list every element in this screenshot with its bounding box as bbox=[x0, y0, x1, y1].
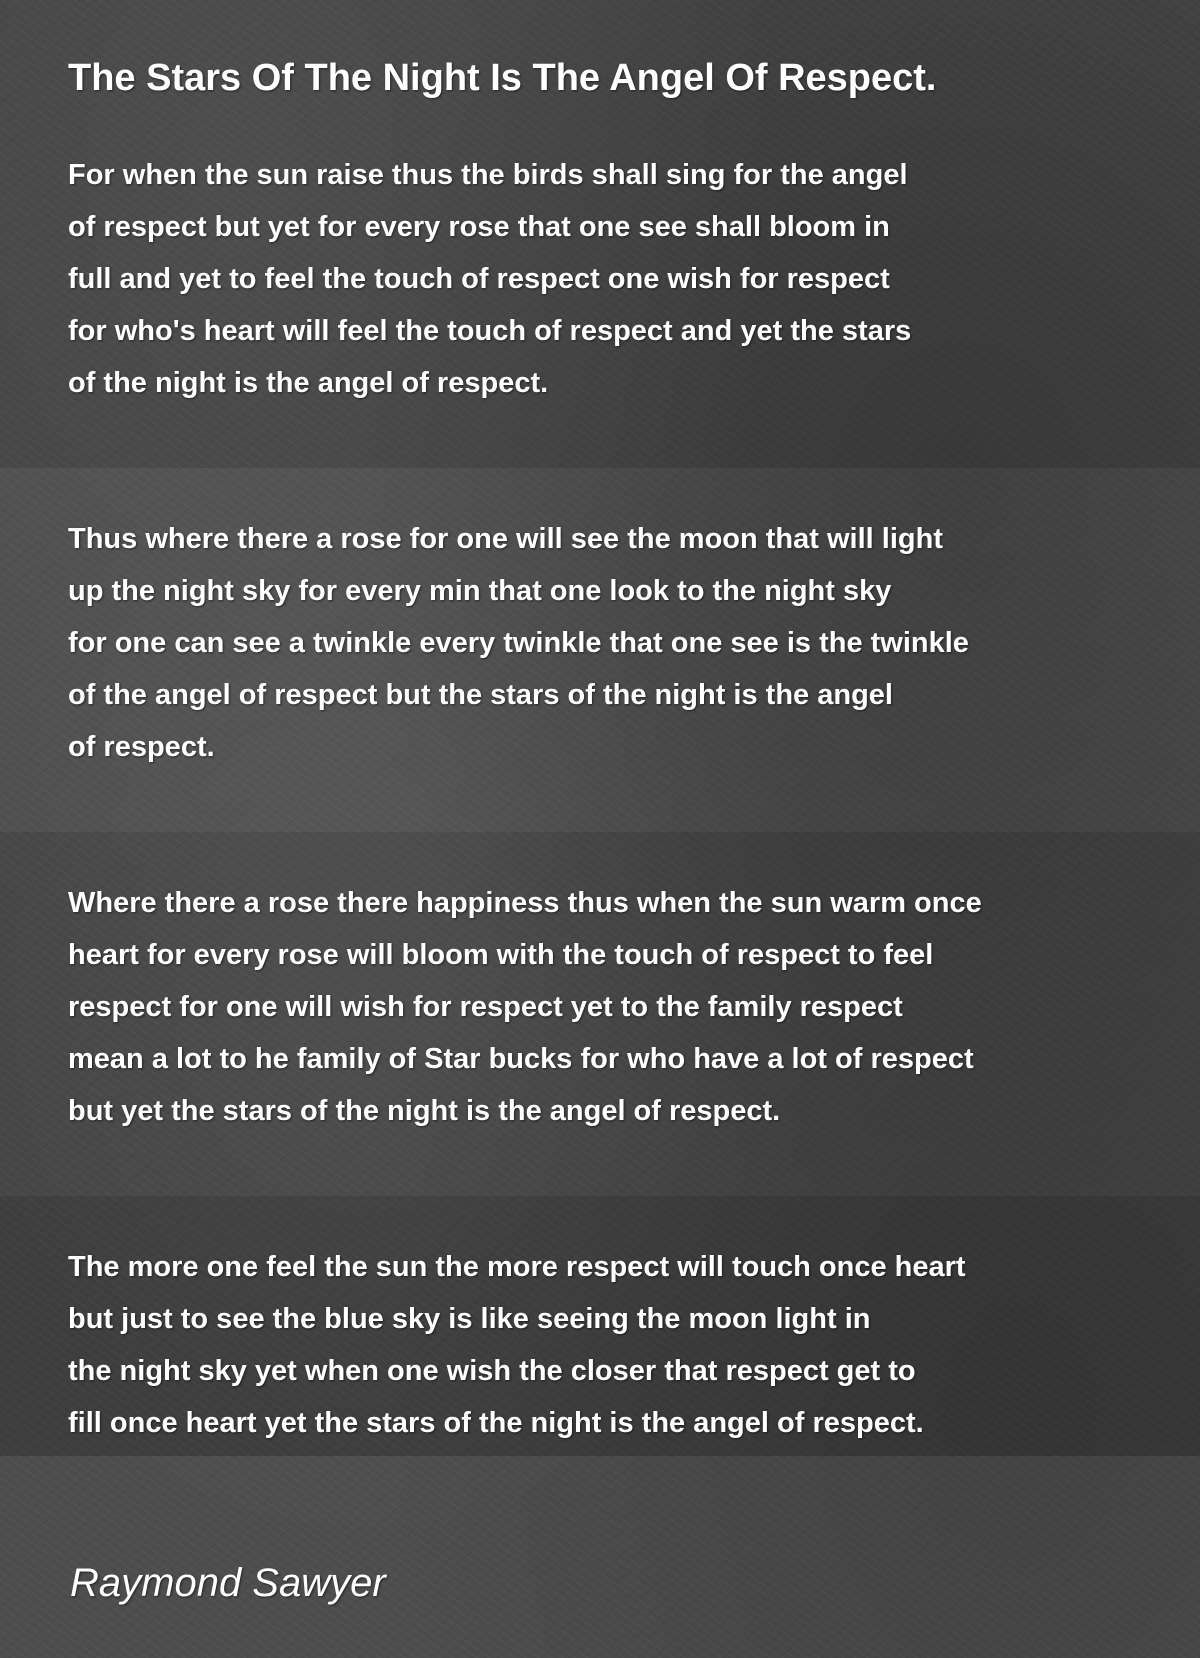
stanza-line: but yet the stars of the night is the angel of respect. bbox=[68, 1095, 781, 1127]
stanza-line: The more one feel the sun the more respect will touch once heart bbox=[68, 1251, 966, 1283]
stanza-line: fill once heart yet the stars of the night is the angel of respect. bbox=[68, 1407, 924, 1439]
stanza-line: for one can see a twinkle every twinkle that one see is the twinkle bbox=[68, 627, 969, 659]
stanza-line: of respect but yet for every rose that one see shall bloom in bbox=[68, 211, 890, 243]
stanza-1 bbox=[68, 149, 1178, 409]
stanza-line: Where there a rose there happiness thus when the sun warm once bbox=[68, 887, 982, 919]
stanza-2 bbox=[68, 513, 1178, 773]
stanza-line: for who's heart will feel the touch of respect and yet the stars bbox=[68, 315, 912, 347]
background-band-5 bbox=[0, 1456, 1200, 1658]
stanza-line: of respect. bbox=[68, 731, 215, 763]
stanza-line: but just to see the blue sky is like seeing the moon light in bbox=[68, 1303, 871, 1335]
stanza-line: of the angel of respect but the stars of the night is the angel bbox=[68, 679, 893, 711]
poem-title: The Stars Of The Night Is The Angel Of Respect. bbox=[68, 57, 937, 99]
stanza-line: mean a lot to he family of Star bucks for who have a lot of respect bbox=[68, 1043, 974, 1075]
stanza-3 bbox=[68, 877, 1178, 1137]
stanza-line: respect for one will wish for respect yet to the family respect bbox=[68, 991, 903, 1023]
poem-author: Raymond Sawyer bbox=[70, 1561, 386, 1605]
stanza-line: heart for every rose will bloom with the touch of respect to feel bbox=[68, 939, 934, 971]
stanza-line: For when the sun raise thus the birds shall sing for the angel bbox=[68, 159, 908, 191]
stanza-line: full and yet to feel the touch of respect one wish for respect bbox=[68, 263, 890, 295]
stanza-4 bbox=[68, 1241, 1178, 1449]
stanza-line: the night sky yet when one wish the closer that respect get to bbox=[68, 1355, 916, 1387]
stanza-line: of the night is the angel of respect. bbox=[68, 367, 549, 399]
stanza-line: up the night sky for every min that one look to the night sky bbox=[68, 575, 892, 607]
stanza-line: Thus where there a rose for one will see the moon that will light bbox=[68, 523, 943, 555]
